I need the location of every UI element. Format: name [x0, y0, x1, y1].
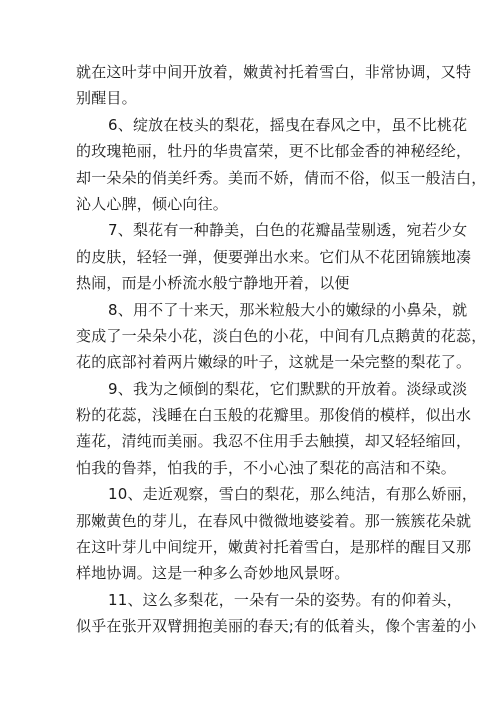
text-line: 变成了一朵朵小花，淡白色的小花，中间有几点鹅黄的花蕊， — [76, 326, 487, 345]
text-line: 的皮肤，轻轻一弹，便要弹出水来。它们从不花团锦簇地凑 — [76, 247, 472, 266]
paragraph-11-first-line: 11、这么多梨花，一朵有一朵的姿势。有的仰着头， — [108, 590, 462, 609]
text-line: 怕我的鲁莽，怕我的手，不小心浊了梨花的高洁和不染。 — [76, 458, 457, 477]
text-line: 在这叶芽儿中间绽开，嫩黄衬托着雪白，是那样的醒目又那 — [76, 538, 472, 557]
text-line: 莲花，清纯而美丽。我忍不住用手去触摸，却又轻轻缩回， — [76, 432, 472, 451]
document-body — [76, 59, 487, 640]
text-line: 热闹，而是小桥流水般宁静地开着，以便 — [76, 274, 350, 293]
paragraph-9-first-line: 9、我为之倾倒的梨花，它们默默的开放着。淡绿或淡 — [108, 379, 468, 398]
text-line: 别醒目。 — [76, 89, 137, 108]
text-line: 粉的花蕊，浅睡在白玉般的花瓣里。那俊俏的模样，似出水 — [76, 406, 472, 425]
paragraph-7-first-line: 7、梨花有一种静美，白色的花瓣晶莹剔透，宛若少女 — [108, 221, 468, 240]
paragraph-8-first-line: 8、用不了十来天，那米粒般大小的嫩绿的小鼻朵，就 — [108, 300, 468, 319]
text-line: 样地协调。这是一种多么奇妙地风景呀。 — [76, 564, 350, 583]
text-line: 那嫩黄色的芽儿，在春风中微微地婆娑着。那一簇簇花朵就 — [76, 511, 472, 530]
text-line: 花的底部衬着两片嫩绿的叶子，这就是一朵完整的梨花了。 — [76, 353, 472, 372]
text-line: 就在这叶芽中间开放着，嫩黄衬托着雪白，非常协调，又特 — [76, 63, 472, 81]
text-line: 却一朵朵的俏美纤秀。美而不娇，倩而不俗，似玉一般洁白， — [76, 168, 487, 187]
text-line: 沁人心脾，倾心向往。 — [76, 194, 229, 213]
text-line: 似乎在张开双臂拥抱美丽的春天;有的低着头，像个害羞的小 — [76, 617, 477, 636]
paragraph-6-first-line: 6、绽放在枝头的梨花，摇曳在春风之中，虽不比桃花 — [108, 115, 468, 134]
paragraph-10-first-line: 10、走近观察，雪白的梨花，那么纯洁，有那么娇丽， — [108, 485, 478, 504]
text-line: 的玫瑰艳丽，牡丹的华贵富荣，更不比郁金香的神秘经纶， — [76, 142, 472, 161]
